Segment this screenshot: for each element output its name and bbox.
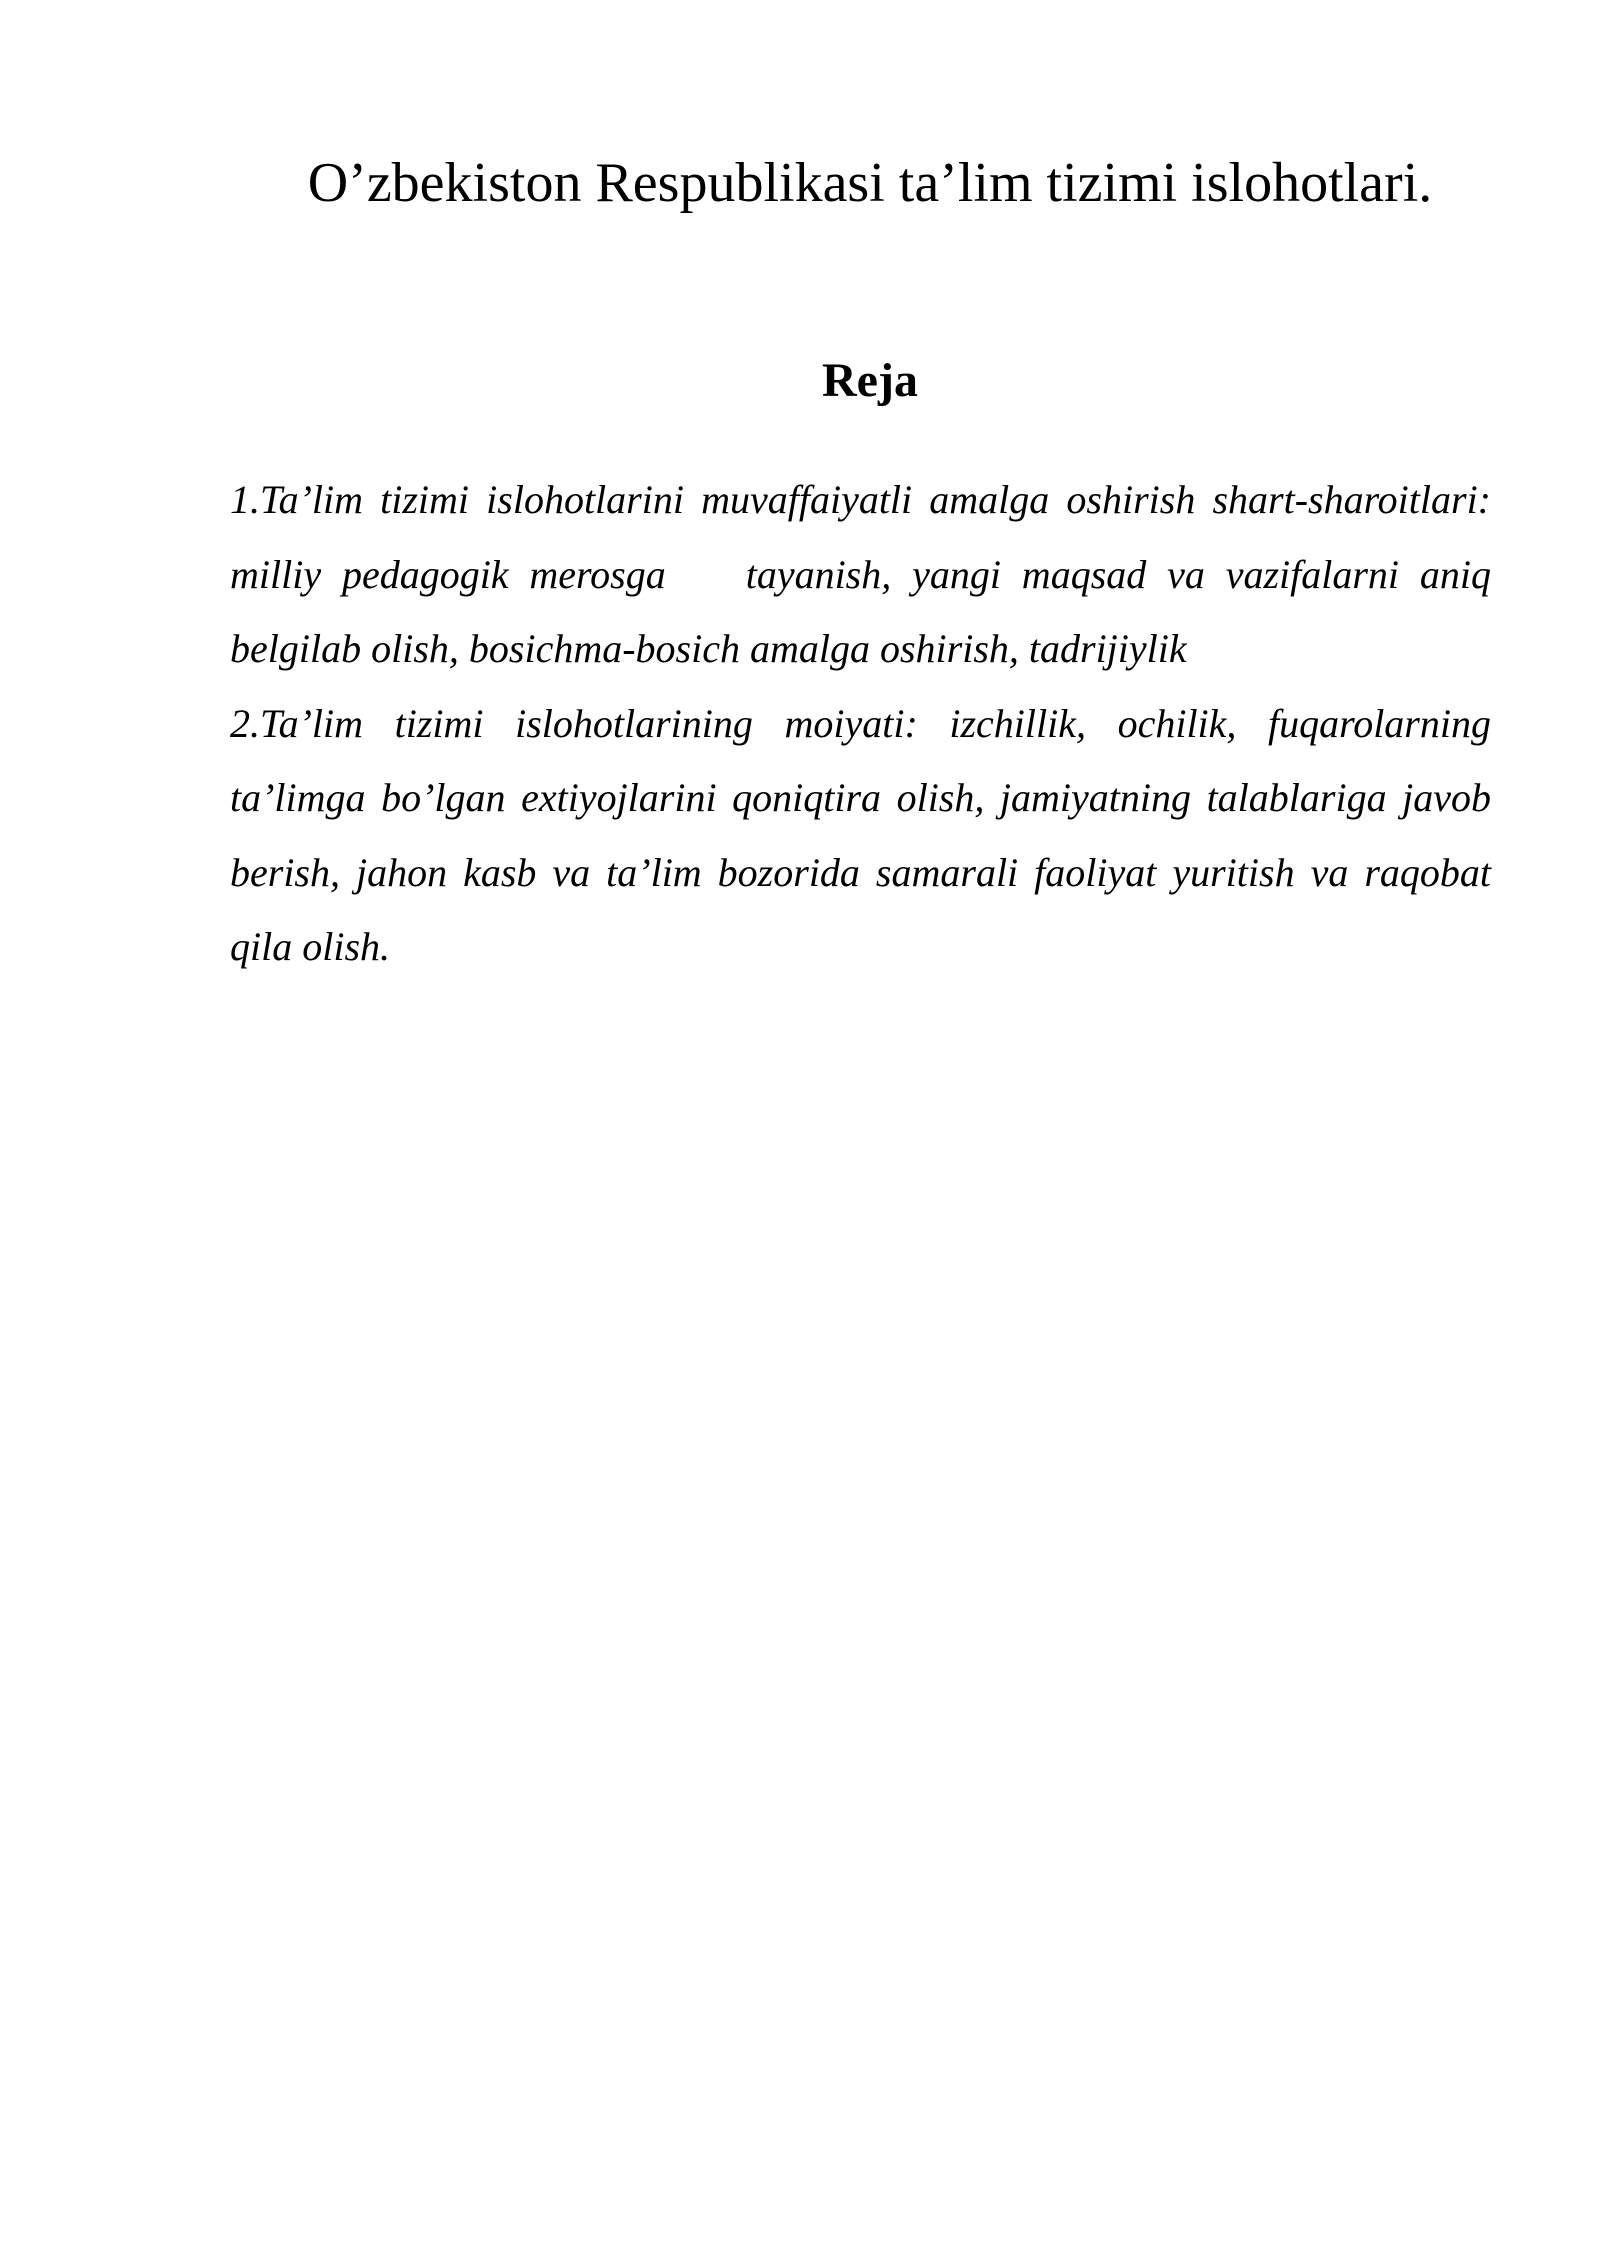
plan-item-1-text-start: 1.Ta’lim tizimi islohotlarini muvaffaiyatli amalga oshirish shart-sharoitlari: milliy pedagogik merosga <box>230 477 1491 597</box>
document-title: O’zbekiston Respublikasi ta’lim tizimi islohotlari. <box>307 152 1433 214</box>
plan-heading: Reja <box>822 354 918 407</box>
plan-item-1-text-end: tayanish, yangi maqsad va vazifalarni aniq belgilab olish, bosichma-bosich amalga oshirish, tadrijiylik <box>230 551 1491 671</box>
plan-item-2: 2.Ta’lim tizimi islohotlarining moiyati: izchillik, ochilik, fuqarolarning ta’limga bo’lgan extiyojlarini qoniqtira olish, jamiyatning talablariga javob berish, jahon kasb va ta’lim bozorida samarali faoliyat yuritish va raqobat qila olish. <box>230 700 1491 969</box>
plan-item-1 <box>230 463 1491 687</box>
plan-list <box>230 463 1491 985</box>
